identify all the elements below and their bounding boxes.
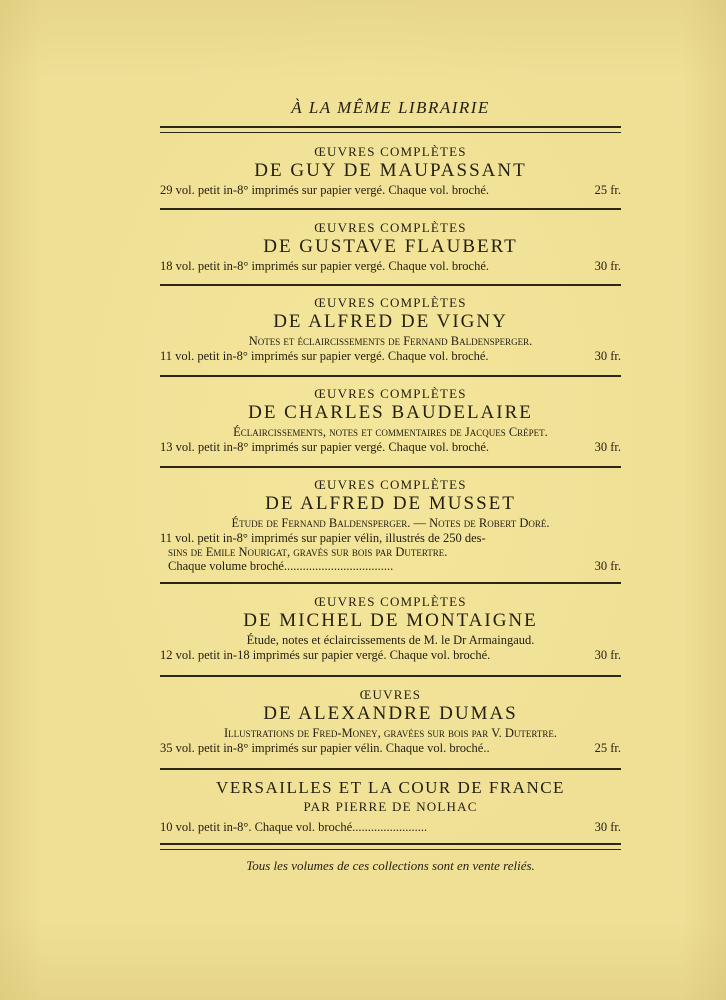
double-rule-top [160, 126, 621, 133]
entry-detail: 13 vol. petit in-8° imprimés sur papier vergé. Chaque vol. broché. [160, 440, 489, 454]
entry-price: 30 fr. [594, 259, 621, 273]
entry-price: 30 fr. [594, 648, 621, 662]
entry-detail: 18 vol. petit in-8° imprimés sur papier vergé. Chaque vol. broché. [160, 259, 489, 273]
entry-kicker: ŒUVRES COMPLÈTES [314, 386, 467, 401]
divider-rule [160, 768, 621, 770]
entry-flaubert [160, 220, 621, 274]
entry-baudelaire [160, 386, 621, 455]
entry-maupassant [160, 144, 621, 198]
entry-kicker: ŒUVRES COMPLÈTES [314, 220, 467, 235]
entry-note: Étude de Fernand Baldensperger. — Notes de Robert Doré. [231, 516, 550, 530]
entry-price: 25 fr. [594, 741, 621, 755]
entry-detail-row [160, 820, 621, 835]
entry-price: 30 fr. [594, 440, 621, 454]
entry-note: Éclaircissements, notes et commentaires de Jacques Crépet. [233, 425, 548, 439]
entry-note: Illustrations de Fred-Money, gravées sur bois par V. Dutertre. [224, 726, 557, 740]
page-heading: À LA MÊME LIBRAIRIE [291, 98, 490, 117]
entry-title: DE CHARLES BAUDELAIRE [248, 402, 533, 423]
entry-price: 25 fr. [594, 183, 621, 197]
entry-detail-row [160, 259, 621, 274]
entry-title: DE MICHEL DE MONTAIGNE [243, 610, 538, 631]
entry-kicker: ŒUVRES COMPLÈTES [314, 594, 467, 609]
entry-detail-row [160, 440, 621, 455]
entry-detail: 11 vol. petit in-8° imprimés sur papier vergé. Chaque vol. broché. [160, 349, 489, 363]
entry-title: DE GUSTAVE FLAUBERT [263, 236, 518, 257]
entry-title: DE GUY DE MAUPASSANT [254, 160, 527, 181]
entry-kicker: ŒUVRES COMPLÈTES [314, 477, 467, 492]
entry-detail-lines [160, 531, 621, 559]
entry-price: 30 fr. [594, 349, 621, 363]
entry-detail-line: sins de Emile Nourigat, gravés sur bois par Dutertre. [168, 545, 448, 559]
entry-title: DE ALEXANDRE DUMAS [263, 703, 518, 724]
entry-detail: 12 vol. petit in-18 imprimés sur papier vergé. Chaque vol. broché. [160, 648, 491, 662]
entry-kicker: ŒUVRES COMPLÈTES [314, 144, 467, 159]
divider-rule [160, 466, 621, 468]
entry-title: DE ALFRED DE MUSSET [265, 493, 516, 514]
entry-note: Notes et éclaircissements de Fernand Baldensperger. [248, 334, 533, 348]
entry-detail: 35 vol. petit in-8° imprimés sur papier vélin. Chaque vol. broché.. [160, 741, 490, 755]
entry-detail-row [160, 648, 621, 663]
entry-detail-row [160, 741, 621, 756]
double-rule-bottom [160, 843, 621, 850]
divider-rule [160, 675, 621, 677]
footer-note: Tous les volumes de ces collections sont en vente reliés. [246, 858, 535, 873]
entry-nolhac [160, 777, 621, 835]
entry-note: Étude, notes et éclaircissements de M. le Dr Armaingaud. [246, 633, 535, 647]
entry-vigny [160, 295, 621, 364]
entry-detail-line: 11 vol. petit in-8° imprimés sur papier vélin, illustrés de 250 des- [160, 531, 486, 545]
entry-kicker: ŒUVRES [359, 687, 422, 702]
entry-price: 30 fr. [594, 559, 621, 573]
divider-rule [160, 375, 621, 377]
entry-detail: 10 vol. petit in-8°. Chaque vol. broché........................ [160, 820, 428, 834]
entry-detail: Chaque volume broché................................... [168, 559, 394, 573]
entry-kicker: ŒUVRES COMPLÈTES [314, 295, 467, 310]
entry-musset [160, 477, 621, 574]
entry-price: 30 fr. [594, 820, 621, 834]
entry-detail-row [160, 559, 621, 574]
entry-detail: 29 vol. petit in-8° imprimés sur papier vergé. Chaque vol. broché. [160, 183, 489, 197]
entry-dumas [160, 687, 621, 756]
divider-rule [160, 582, 621, 584]
divider-rule [160, 208, 621, 210]
divider-rule [160, 284, 621, 286]
entry-montaigne [160, 594, 621, 663]
entry-subtitle: PAR PIERRE DE NOLHAC [303, 799, 478, 814]
entry-title: VERSAILLES ET LA COUR DE FRANCE [216, 778, 565, 797]
entry-detail-row [160, 349, 621, 364]
entry-detail-row [160, 183, 621, 198]
entry-title: DE ALFRED DE VIGNY [273, 311, 508, 332]
